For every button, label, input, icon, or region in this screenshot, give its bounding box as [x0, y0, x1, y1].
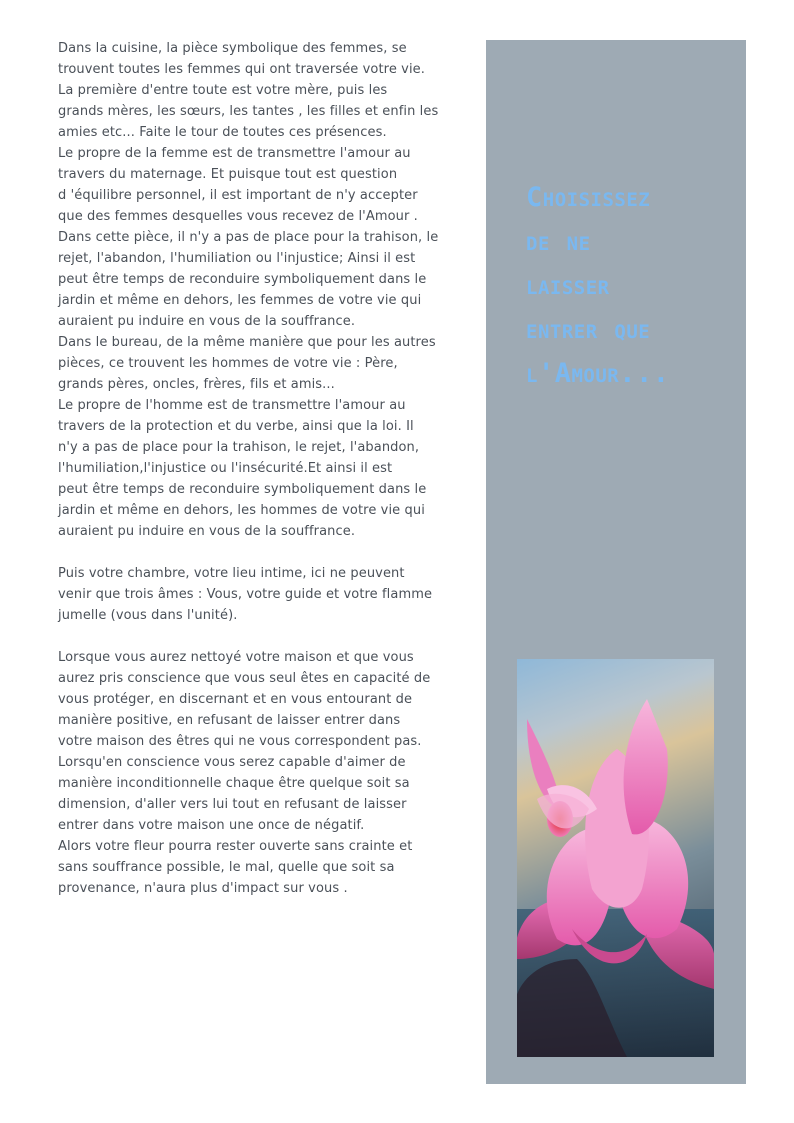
- lotus-flower-icon: [517, 659, 714, 1057]
- quote-line: laisser: [526, 270, 610, 301]
- paragraph: Lorsque vous aurez nettoyé votre maison et que vous aurez pris conscience que vous seul êtes en capacité de vous protéger, en discernant et en vous entourant de manière positive, en refusant de laisser entrer dans votre maison des êtres qui ne vous correspondent pas. Lorsqu'en conscience vous serez capable d'aimer de manière inconditionnelle chaque être quelque soit sa dimension, d'aller vers lui tout en refusant de laisser entrer dans votre maison une once de négatif. Alors votre fleur pourra rester ouverte sans crainte et sans souffrance possible, le mal, quelle que soit sa provenance, n'aura plus d'impact sur vous .: [58, 650, 431, 896]
- quote-line: l'Amour...: [526, 358, 670, 389]
- body-text: [58, 38, 450, 899]
- paragraph: Dans la cuisine, la pièce symbolique des femmes, se trouvent toutes les femmes qui ont traversée votre vie. La première d'entre toute est votre mère, puis les grands mères, les sœurs, les tantes , les filles et enfin les amies etc... Faite le tour de toutes ces présences. Le propre de la femme est de transmettre l'amour au travers du maternage. Et puisque tout est question d 'équilibre personnel, il est important de n'y accepter que des femmes desquelles vous recevez de l'Amour . Dans cette pièce, il n'y a pas de place pour la trahison, le rejet, l'abandon, l'humiliation ou l'injustice; Ainsi il est peut être temps de reconduire symboliquement dans le jardin et même en dehors, les femmes de votre vie qui auraient pu induire en vous de la souffrance. Dans le bureau, de la même manière que pour les autres pièces, ce trouvent les hommes de votre vie : Père, grands pères, oncles, frères, fils et amis... Le propre de l'homme est de transmettre l'amour au travers de la protection et du verbe, ainsi que la loi. Il n'y a pas de place pour la trahison, le rejet, l'abandon, l'humiliation,l'injustice ou l'insécurité.Et ainsi il est peut être temps de reconduire symboliquement dans le jardin et même en dehors, les hommes de votre vie qui auraient pu induire en vous de la souffrance.: [58, 41, 439, 539]
- quote-line: Choisissez: [526, 182, 651, 213]
- sidebar-panel: [486, 40, 746, 1084]
- quote-line: entrer que: [526, 314, 651, 345]
- pull-quote: [526, 176, 736, 396]
- paragraph-spacer: [58, 542, 450, 563]
- lotus-flower-image: [517, 659, 714, 1057]
- paragraph: Puis votre chambre, votre lieu intime, ici ne peuvent venir que trois âmes : Vous, votre guide et votre flamme jumelle (vous dans l'unité).: [58, 566, 433, 623]
- quote-line: de ne: [526, 226, 591, 257]
- paragraph-spacer: [58, 626, 450, 647]
